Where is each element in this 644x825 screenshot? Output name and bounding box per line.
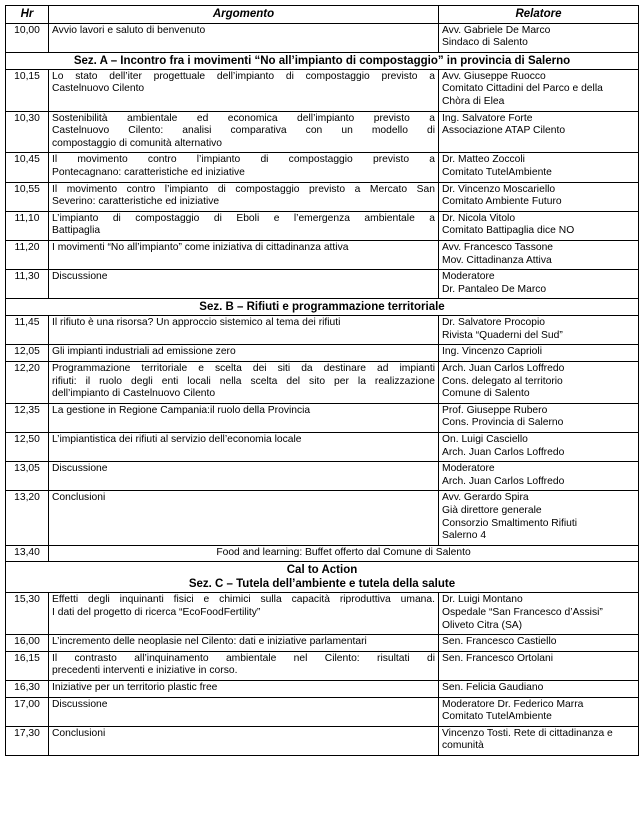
speaker-cell xyxy=(439,345,639,362)
topic-cell xyxy=(49,726,439,755)
topic-cell xyxy=(49,69,439,111)
topic-line: L’incremento delle neoplasie nel Cilento: dati e iniziative parlamentari xyxy=(52,636,367,648)
program-row xyxy=(6,651,639,680)
topic-cell xyxy=(49,635,439,652)
speaker-cell xyxy=(439,462,639,491)
speaker-line: Arch. Juan Carlos Loffredo xyxy=(442,363,565,375)
speaker-line: comunità xyxy=(442,740,484,752)
topic-line: rifiuti: il ruolo degli enti locali nella scelta del sito per la realizzazione xyxy=(52,375,435,387)
speaker-line: Dr. Luigi Montano xyxy=(442,594,523,606)
time-cell: 17,30 xyxy=(6,726,49,755)
topic-cell xyxy=(49,462,439,491)
speaker-cell xyxy=(439,69,639,111)
speaker-line: Sen. Francesco Ortolani xyxy=(442,652,554,664)
speaker-cell xyxy=(439,433,639,462)
speaker-line: Sindaco di Salento xyxy=(442,37,528,49)
program-row xyxy=(6,362,639,404)
topic-line: Battipaglia xyxy=(52,225,101,237)
program-row xyxy=(6,23,639,52)
speaker-line: Avv. Giuseppe Ruocco xyxy=(442,70,546,82)
speaker-line: Dr. Vincenzo Moscariello xyxy=(442,183,556,195)
speaker-line: Associazione ATAP Cilento xyxy=(442,125,566,137)
time-cell: 11,20 xyxy=(6,240,49,269)
topic-line: I movimenti “No all’impianto” come iniziativa di cittadinanza attiva xyxy=(52,241,349,253)
time-cell: 10,00 xyxy=(6,23,49,52)
topic-cell xyxy=(49,651,439,680)
speaker-cell xyxy=(439,697,639,726)
section-title-line: Cal to Action xyxy=(286,564,358,577)
time-cell: 15,30 xyxy=(6,593,49,635)
topic-line: Sostenibilità ambientale ed economica dell’impianto previsto a xyxy=(52,112,435,124)
program-row xyxy=(6,111,639,153)
food-break-text: Food and learning: Buffet offerto dal Comune di Salento xyxy=(49,545,639,562)
time-cell: 12,50 xyxy=(6,433,49,462)
speaker-line: Ospedale “San Francesco d’Assisi” xyxy=(442,606,603,618)
topic-line: L’impianto di compostaggio di Eboli e l’emergenza ambientale a xyxy=(52,212,435,224)
speaker-line: On. Luigi Casciello xyxy=(442,434,528,446)
speaker-line: Comitato TutelAmbiente xyxy=(442,711,552,723)
program-row xyxy=(6,345,639,362)
topic-line: La gestione in Regione Campania:il ruolo della Provincia xyxy=(52,404,311,416)
topic-line: L’impiantistica dei rifiuti al servizio dell’economia locale xyxy=(52,434,302,446)
time-cell: 10,15 xyxy=(6,69,49,111)
topic-line: Castelnuovo Cilento: analisi comparativa con un modello di xyxy=(52,125,435,137)
speaker-cell xyxy=(439,593,639,635)
program-row xyxy=(6,491,639,545)
speaker-cell xyxy=(439,491,639,545)
topic-cell xyxy=(49,403,439,432)
topic-cell xyxy=(49,697,439,726)
program-row xyxy=(6,635,639,652)
speaker-line: Ing. Salvatore Forte xyxy=(442,112,533,124)
section-title-line: Sez. A – Incontro fra i movimenti “No all’impianto di compostaggio” in provincia di Salerno xyxy=(73,54,571,67)
topic-cell xyxy=(49,680,439,697)
topic-line: Discussione xyxy=(52,698,108,710)
header-argomento: Argomento xyxy=(49,6,439,24)
topic-line: Il rifiuto è una risorsa? Un approccio sistemico al tema dei rifiuti xyxy=(52,317,341,329)
program-row xyxy=(6,697,639,726)
speaker-cell xyxy=(439,111,639,153)
speaker-cell xyxy=(439,316,639,345)
speaker-line: Vincenzo Tosti. Rete di cittadinanza e xyxy=(442,727,613,739)
header-row xyxy=(6,6,639,24)
topic-cell xyxy=(49,23,439,52)
speaker-line: Arch. Juan Carlos Loffredo xyxy=(442,446,565,458)
section-title xyxy=(6,299,639,316)
topic-line: Gli impianti industriali ad emissione zero xyxy=(52,346,236,358)
time-cell: 13,05 xyxy=(6,462,49,491)
section-header-row xyxy=(6,299,639,316)
topic-line: Discussione xyxy=(52,463,108,475)
time-cell: 17,00 xyxy=(6,697,49,726)
program-page xyxy=(5,5,638,756)
topic-line: Il contrasto all’inquinamento ambientale nel Cilento: risultati di xyxy=(52,652,435,664)
topic-cell xyxy=(49,211,439,240)
time-cell: 12,35 xyxy=(6,403,49,432)
speaker-cell xyxy=(439,680,639,697)
speaker-line: Mov. Cittadinanza Attiva xyxy=(442,254,552,266)
topic-cell xyxy=(49,593,439,635)
topic-line: dell’impianto di Castelnuovo Cilento xyxy=(52,388,216,400)
topic-line: Il movimento contro l’impianto di compostaggio previsto a xyxy=(52,154,435,166)
time-cell: 10,55 xyxy=(6,182,49,211)
section-header-row xyxy=(6,52,639,69)
program-row xyxy=(6,462,639,491)
time-cell: 13,40 xyxy=(6,545,49,562)
time-cell: 16,15 xyxy=(6,651,49,680)
topic-line: Castelnuovo Cilento xyxy=(52,83,145,95)
topic-line: Effetti degli inquinanti fisici e chimici sulla capacità riproduttiva umana. xyxy=(52,594,435,606)
speaker-cell xyxy=(439,362,639,404)
speaker-line: Oliveto Citra (SA) xyxy=(442,619,523,631)
time-cell: 16,30 xyxy=(6,680,49,697)
time-cell: 12,05 xyxy=(6,345,49,362)
topic-cell xyxy=(49,316,439,345)
speaker-line: Avv. Gerardo Spira xyxy=(442,492,529,504)
time-cell: 10,45 xyxy=(6,153,49,182)
speaker-line: Sen. Francesco Castiello xyxy=(442,636,557,648)
program-row xyxy=(6,69,639,111)
topic-cell xyxy=(49,153,439,182)
speaker-line: Moderatore Dr. Federico Marra xyxy=(442,698,584,710)
topic-cell xyxy=(49,433,439,462)
topic-line: Conclusioni xyxy=(52,727,106,739)
time-cell: 11,45 xyxy=(6,316,49,345)
speaker-cell xyxy=(439,270,639,299)
speaker-line: Rivista “Quaderni del Sud” xyxy=(442,329,563,341)
program-row xyxy=(6,153,639,182)
topic-cell xyxy=(49,345,439,362)
speaker-cell xyxy=(439,153,639,182)
speaker-cell xyxy=(439,651,639,680)
topic-line: Pontecagnano: caratteristiche ed iniziative xyxy=(52,166,245,178)
speaker-line: Prof. Giuseppe Rubero xyxy=(442,404,548,416)
program-row xyxy=(6,433,639,462)
speaker-cell xyxy=(439,635,639,652)
header-relatore: Relatore xyxy=(439,6,639,24)
topic-cell xyxy=(49,362,439,404)
program-row xyxy=(6,182,639,211)
topic-line: compostaggio di comunità alternativo xyxy=(52,137,222,149)
section-title xyxy=(6,562,639,593)
time-cell: 12,20 xyxy=(6,362,49,404)
program-row xyxy=(6,726,639,755)
program-row xyxy=(6,211,639,240)
topic-line: I dati del progetto di ricerca “EcoFoodFertility” xyxy=(52,606,261,618)
program-row xyxy=(6,593,639,635)
program-body xyxy=(6,23,639,755)
topic-cell xyxy=(49,491,439,545)
speaker-line: Cons. delegato al territorio xyxy=(442,375,563,387)
topic-line: Severino: caratteristiche ed iniziative xyxy=(52,196,220,208)
program-row xyxy=(6,270,639,299)
program-row xyxy=(6,240,639,269)
program-row xyxy=(6,403,639,432)
topic-cell xyxy=(49,270,439,299)
speaker-line: Consorzio Smaltimento Rifiuti xyxy=(442,517,578,529)
speaker-line: Comitato Ambiente Futuro xyxy=(442,196,562,208)
speaker-cell xyxy=(439,23,639,52)
speaker-line: Moderatore xyxy=(442,271,495,283)
topic-cell xyxy=(49,240,439,269)
speaker-line: Dr. Nicola Vitolo xyxy=(442,212,516,224)
topic-line: Programmazione territoriale e scelta dei siti da destinare ad impianti xyxy=(52,363,435,375)
speaker-line: Comitato Cittadini del Parco e della xyxy=(442,83,603,95)
speaker-line: Comitato Battipaglia dice NO xyxy=(442,225,575,237)
section-title xyxy=(6,52,639,69)
topic-line: Discussione xyxy=(52,271,108,283)
topic-cell xyxy=(49,182,439,211)
time-cell: 11,10 xyxy=(6,211,49,240)
speaker-line: Comune di Salento xyxy=(442,388,530,400)
speaker-line: Chòra di Elea xyxy=(442,95,505,107)
speaker-line: Comitato TutelAmbiente xyxy=(442,166,552,178)
speaker-cell xyxy=(439,240,639,269)
speaker-line: Salerno 4 xyxy=(442,530,487,542)
time-cell: 11,30 xyxy=(6,270,49,299)
time-cell: 13,20 xyxy=(6,491,49,545)
topic-line: precedenti interventi e iniziative in corso. xyxy=(52,665,238,677)
header-hr: Hr xyxy=(6,6,49,24)
program-row xyxy=(6,680,639,697)
section-title-line: Sez. C – Tutela dell’ambiente e tutela della salute xyxy=(188,578,456,591)
speaker-line: Già direttore generale xyxy=(442,505,542,516)
program-row xyxy=(6,316,639,345)
speaker-line: Moderatore xyxy=(442,463,495,475)
section-title-line: Sez. B – Rifiuti e programmazione territoriale xyxy=(199,301,445,314)
speaker-line: Avv. Gabriele De Marco xyxy=(442,24,551,36)
speaker-line: Ing. Vincenzo Caprioli xyxy=(442,346,542,358)
speaker-line: Dr. Pantaleo De Marco xyxy=(442,283,547,295)
speaker-cell xyxy=(439,182,639,211)
speaker-cell xyxy=(439,403,639,432)
speaker-line: Sen. Felicia Gaudiano xyxy=(442,681,544,693)
section-header-row xyxy=(6,562,639,593)
topic-cell xyxy=(49,111,439,153)
speaker-line: Dr. Salvatore Procopio xyxy=(442,317,546,329)
speaker-line: Arch. Juan Carlos Loffredo xyxy=(442,475,565,487)
topic-line: Il movimento contro l’impianto di compostaggio previsto a Mercato San xyxy=(52,183,435,195)
speaker-cell xyxy=(439,211,639,240)
topic-line: Avvio lavori e saluto di benvenuto xyxy=(52,24,206,36)
topic-line: Conclusioni xyxy=(52,492,106,504)
speaker-line: Dr. Matteo Zoccoli xyxy=(442,154,525,166)
speaker-cell xyxy=(439,726,639,755)
speaker-line: Cons. Provincia di Salerno xyxy=(442,417,564,429)
food-row xyxy=(6,545,639,562)
speaker-line: Avv. Francesco Tassone xyxy=(442,241,554,253)
topic-line: Lo stato dell’iter progettuale dell’impianto di compostaggio previsto a xyxy=(52,70,435,82)
program-table xyxy=(5,5,639,756)
topic-line: Iniziative per un territorio plastic free xyxy=(52,681,218,693)
time-cell: 16,00 xyxy=(6,635,49,652)
time-cell: 10,30 xyxy=(6,111,49,153)
